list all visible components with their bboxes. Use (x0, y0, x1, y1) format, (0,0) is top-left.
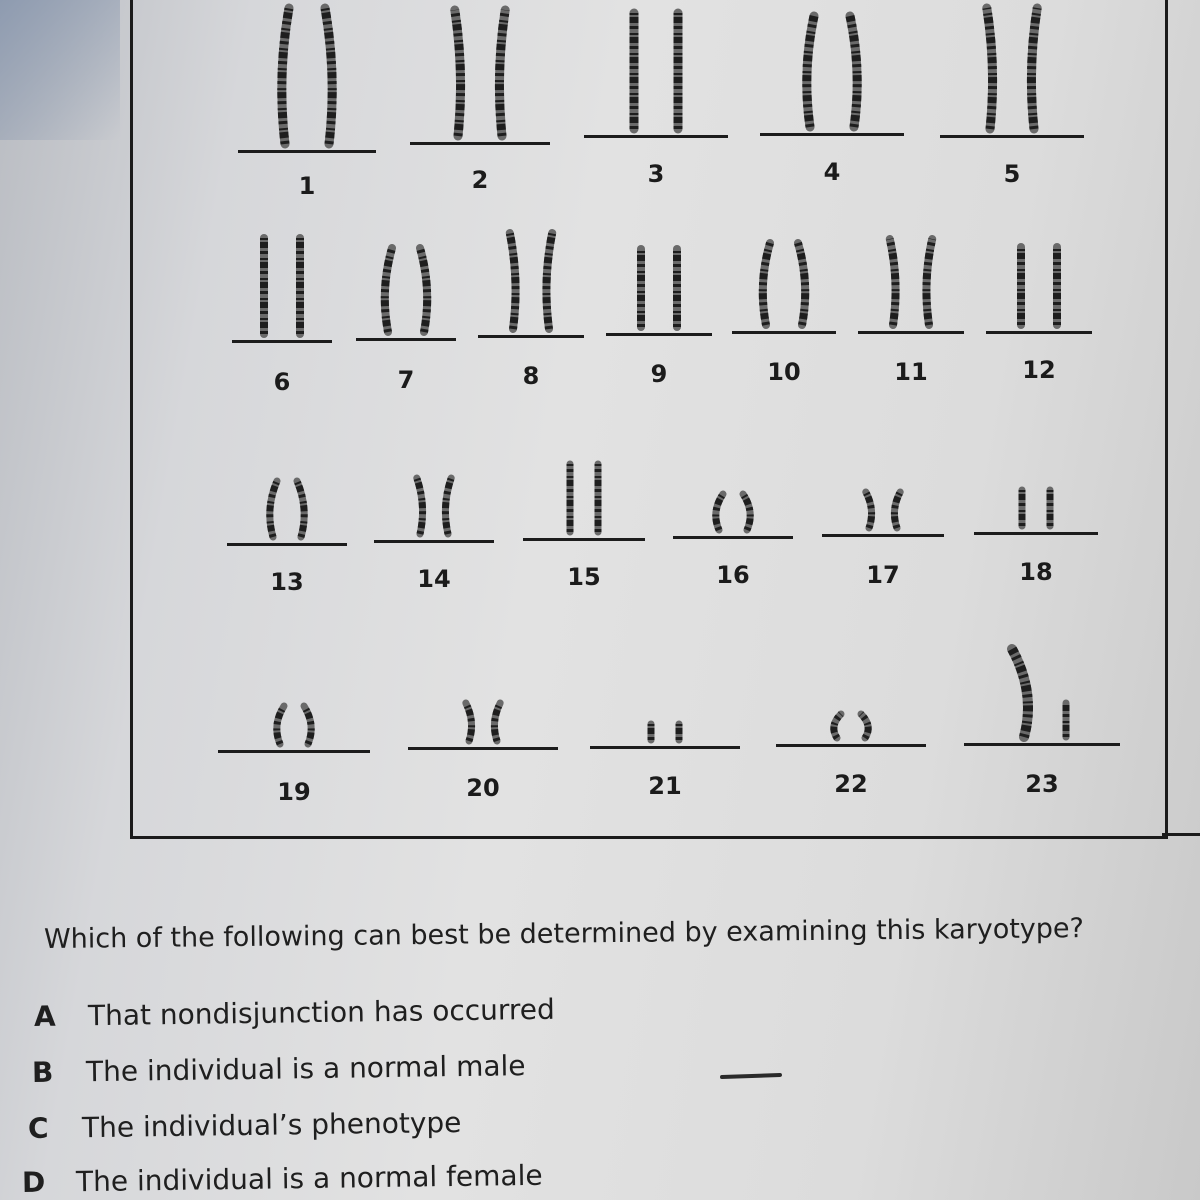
chromosome-pair-13-graphic (227, 473, 347, 543)
chromatid-left (417, 478, 423, 534)
pair-number-label: 9 (650, 360, 668, 388)
option-d[interactable] (22, 1159, 543, 1199)
option-c-text: The individual’s phenotype (81, 1105, 462, 1145)
pair-number-label: 2 (471, 166, 489, 194)
pair-baseline (606, 333, 712, 336)
pair-number-label: 6 (273, 368, 291, 396)
pair-baseline (584, 135, 728, 138)
chromatid-left (270, 481, 277, 537)
chromatid-right (494, 703, 500, 741)
pair-baseline (940, 135, 1084, 138)
pair-baseline (523, 538, 645, 541)
chromatid-right (325, 8, 332, 144)
pair-baseline (478, 335, 584, 338)
chromatid-right (894, 492, 900, 528)
page-shadow (0, 0, 120, 140)
pair-number-label: 21 (648, 772, 682, 800)
chromatid-left (890, 239, 896, 325)
chromosome-pair-20-graphic (408, 695, 558, 747)
pair-number-label: 15 (567, 563, 601, 591)
chromosome-pair-12-graphic (986, 239, 1092, 331)
chromatid-left (277, 706, 284, 744)
option-d-letter: D (21, 1165, 46, 1199)
pair-baseline (218, 750, 370, 753)
pair-baseline (356, 338, 456, 341)
chromosome-pair-6-graphic (232, 230, 332, 340)
pair-baseline (227, 543, 347, 546)
chromosome-pair-9-graphic (606, 241, 712, 333)
chromosome-pair-2-graphic (410, 2, 550, 142)
chromosome-pair-21-graphic (590, 716, 740, 746)
pair-number-label: 7 (397, 366, 415, 394)
chromosome-pair-18-graphic (974, 482, 1098, 532)
chromosome-pair-23-graphic (964, 643, 1120, 743)
pair-number-label: 17 (866, 561, 900, 589)
pair-baseline (673, 536, 793, 539)
chromosome-pair-1-graphic (238, 0, 376, 150)
pair-baseline (822, 534, 944, 537)
pair-baseline (238, 150, 376, 153)
option-b-text: The individual is a normal male (85, 1049, 526, 1089)
chromatid-right (861, 714, 868, 738)
chromatid-left (385, 248, 392, 332)
pair-number-label: 4 (823, 158, 841, 186)
pair-number-label: 11 (894, 358, 928, 386)
chromatid-right (798, 243, 805, 325)
pair-number-label: 20 (466, 774, 500, 802)
pair-baseline (374, 540, 494, 543)
chromatid-right (926, 239, 932, 325)
chromosome-pair-19-graphic (218, 698, 370, 750)
pencil-mark (720, 1073, 782, 1079)
pair-number-label: 16 (716, 561, 750, 589)
pair-number-label: 10 (767, 358, 801, 386)
chromosome-pair-10-graphic (732, 235, 836, 331)
chromatid-right (445, 478, 451, 534)
chromatid-right (850, 16, 857, 127)
chromatid-left (866, 492, 872, 528)
option-d-text: The individual is a normal female (75, 1158, 543, 1199)
frame-border-extension (1162, 833, 1200, 836)
chromosome-pair-7-graphic (356, 240, 456, 338)
option-b[interactable] (32, 1049, 526, 1089)
option-a-letter: A (33, 999, 56, 1033)
chromosome-pair-16-graphic (673, 486, 793, 536)
pair-number-label: 8 (522, 362, 540, 390)
pair-baseline (974, 532, 1098, 535)
chromatid-left (763, 243, 770, 325)
chromosome-pair-15-graphic (523, 456, 645, 538)
chromatid-left (987, 8, 993, 129)
chromosome-pair-4-graphic (760, 8, 904, 133)
chromosome-pair-11-graphic (858, 231, 964, 331)
chromatid-right (499, 10, 505, 136)
chromosome-pair-5-graphic (940, 0, 1084, 135)
chromatid-right (297, 481, 304, 537)
chromatid-left (716, 494, 723, 530)
pair-number-label: 13 (270, 568, 304, 596)
pair-baseline (232, 340, 332, 343)
pair-baseline (590, 746, 740, 749)
pair-number-label: 23 (1025, 770, 1059, 798)
chromosome-pair-3-graphic (584, 5, 728, 135)
option-c[interactable] (28, 1106, 462, 1145)
chromosome-pair-8-graphic (478, 225, 584, 335)
chromatid-left (466, 703, 472, 741)
chromosome-pair-14-graphic (374, 470, 494, 540)
pair-baseline (964, 743, 1120, 746)
pair-baseline (410, 142, 550, 145)
pair-number-label: 14 (417, 565, 451, 593)
chromatid-left (282, 8, 289, 144)
option-b-letter: B (31, 1055, 54, 1089)
pair-number-label: 1 (298, 172, 316, 200)
chromatid-right (420, 248, 427, 332)
pair-baseline (986, 331, 1092, 334)
pair-baseline (760, 133, 904, 136)
pair-number-label: 3 (647, 160, 665, 188)
option-a[interactable] (34, 993, 555, 1033)
pair-baseline (858, 331, 964, 334)
pair-number-label: 19 (277, 778, 311, 806)
question-text: Which of the following can best be determined by examining this karyotype? (43, 913, 1085, 955)
pair-number-label: 12 (1022, 356, 1056, 384)
pair-number-label: 22 (834, 770, 868, 798)
pair-baseline (776, 744, 926, 747)
chromatid-left (834, 714, 841, 738)
chromatid-right (546, 233, 552, 329)
pair-number-label: 18 (1019, 558, 1053, 586)
option-c-letter: C (27, 1111, 49, 1145)
x-chromosome (1012, 649, 1028, 737)
chromosome-pair-17-graphic (822, 484, 944, 534)
chromatid-right (1031, 8, 1037, 129)
chromatid-right (743, 494, 750, 530)
chromatid-right (304, 706, 311, 744)
chromatid-left (807, 16, 814, 127)
chromatid-left (510, 233, 516, 329)
pair-baseline (408, 747, 558, 750)
pair-number-label: 5 (1003, 160, 1021, 188)
option-a-text: That nondisjunction has occurred (87, 992, 556, 1033)
pair-baseline (732, 331, 836, 334)
chromatid-left (455, 10, 461, 136)
chromosome-pair-22-graphic (776, 706, 926, 744)
